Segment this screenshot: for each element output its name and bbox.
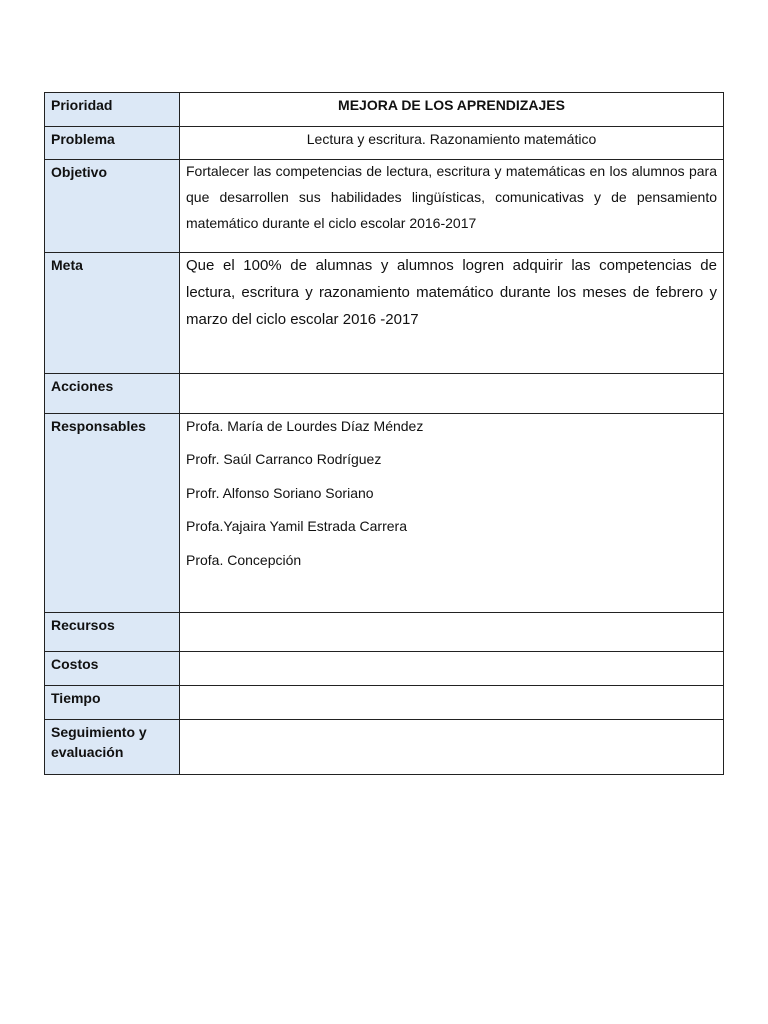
- problem-text: Lectura y escritura. Razonamiento matemático: [306, 131, 597, 147]
- cell-meta: [180, 253, 724, 374]
- cell-prioridad: [180, 93, 724, 127]
- row-tiempo: [45, 686, 724, 720]
- row-meta: [45, 253, 724, 374]
- cell-tiempo: [180, 686, 724, 720]
- row-objetivo: [45, 160, 724, 253]
- cell-problema: [180, 127, 724, 160]
- responsable-item: Profa.Yajaira Yamil Estrada Carrera: [186, 518, 407, 535]
- responsable-item: Profa. Concepción: [186, 551, 302, 568]
- row-prioridad: [45, 93, 724, 127]
- label-responsables: Responsables: [45, 414, 180, 613]
- cell-costos: [180, 652, 724, 686]
- label-acciones: Acciones: [45, 374, 180, 414]
- row-recursos: [45, 613, 724, 652]
- label-costos: Costos: [45, 652, 180, 686]
- label-objetivo: Objetivo: [45, 160, 180, 253]
- label-problema: Problema: [45, 127, 180, 160]
- cell-seguimiento: [180, 720, 724, 775]
- row-costos: [45, 652, 724, 686]
- label-seguimiento: Seguimiento y evaluación: [45, 720, 180, 775]
- cell-recursos: [180, 613, 724, 652]
- priority-title: MEJORA DE LOS APRENDIZAJES: [338, 97, 565, 113]
- cell-responsables: [180, 414, 724, 613]
- label-meta: Meta: [45, 253, 180, 374]
- row-seguimiento: [45, 720, 724, 775]
- row-responsables: [45, 414, 724, 613]
- objective-text: Fortalecer las competencias de lectura, escritura y matemáticas en los alumnos para que desarrollen sus habilidades lingüísticas, comunicativas y de pensamiento matemático durante el ciclo escolar 2016-2017: [186, 163, 717, 231]
- responsable-item: Profr. Saúl Carranco Rodríguez: [186, 451, 382, 468]
- label-prioridad: Prioridad: [45, 93, 180, 127]
- responsables-list: [186, 410, 717, 577]
- responsable-item: Profr. Alfonso Soriano Soriano: [186, 484, 374, 501]
- cell-objetivo: [180, 160, 724, 253]
- row-acciones: [45, 374, 724, 414]
- cell-acciones: [180, 374, 724, 414]
- goal-text: Que el 100% de alumnas y alumnos logren adquirir las competencias de lectura, escritura y razonamiento matemático durante los meses de febrero y marzo del ciclo escolar 2016 -2017: [186, 257, 717, 328]
- plan-table: [44, 92, 724, 775]
- row-problema: [45, 127, 724, 160]
- label-recursos: Recursos: [45, 613, 180, 652]
- label-tiempo: Tiempo: [45, 686, 180, 720]
- responsable-item: Profa. María de Lourdes Díaz Méndez: [186, 418, 424, 434]
